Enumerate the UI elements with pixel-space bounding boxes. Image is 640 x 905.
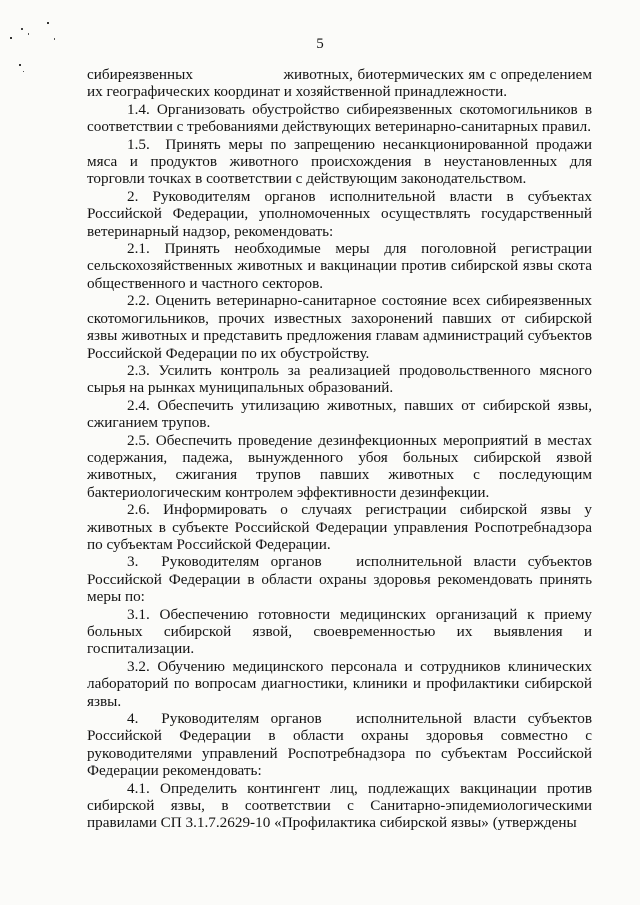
paragraph-p5: 2.2. Оценить ветеринарно-санитарное состояние всех сибиреязвенных скотомогильников, прочих известных захоронений павших от сибирской язвы животных и представить предложения главам администраций субъектов Российской Федерации по их обустройству. bbox=[87, 292, 596, 362]
paragraph-p8: 2.5. Обеспечить проведение дезинфекционных мероприятий в местах содержания, падежа, вынужденного убоя больных сибирской язвой животных, сжигания трупов павших животных с последующим бактериологическим контролем эффективности дезинфекции. bbox=[87, 431, 596, 501]
paragraph-p14: 4.1. Определить контингент лиц, подлежащих вакцинации против сибирской язвы, в соответствии с Санитарно-эпидемиологическими правилами СП 3.1.7.2629-10 «Профилактика сибирской язвы» (утверждены bbox=[87, 779, 596, 832]
paragraph-p3: 2. Руководителям органов исполнительной власти в субъектах Российской Федерации, уполномоченных осуществлять государственный ветеринарный надзор, рекомендовать: bbox=[87, 187, 596, 240]
paragraph-p6: 2.3. Усилить контроль за реализацией продовольственного мясного сырья на рынках муниципальных образований. bbox=[87, 361, 596, 397]
page-number: 5 bbox=[316, 36, 324, 52]
document-body bbox=[87, 66, 596, 832]
paragraph-p4: 2.1. Принять необходимые меры для поголовной регистрации сельскохозяйственных животных и вакцинации против сибирской язвы скота общественного и частного секторов. bbox=[87, 240, 596, 292]
paragraph-p13: 4. Руководителям органов исполнительной власти субъектов Российской Федерации в области охраны здоровья совместно с руководителями управлений Роспотребнадзора по субъектам Российской Федерации рекомендовать: bbox=[87, 710, 596, 780]
paragraph-p0: сибиреязвенных животных, биотермических ям с определением их географических координат и хозяйственной принадлежности. bbox=[87, 66, 596, 101]
paragraph-p2: 1.5. Принять меры по запрещению несанкционированной продажи мяса и продуктов животного происхождения в неустановленных для торговли точках в соответствии с действующим законодательством. bbox=[87, 135, 596, 188]
paragraph-p11: 3.1. Обеспечению готовности медицинских организаций к приему больных сибирской язвой, своевременностью их выявления и госпитализации. bbox=[87, 605, 596, 658]
paragraph-p10: 3. Руководителям органов исполнительной власти субъектов Российской Федерации в области охраны здоровья рекомендовать принять меры по: bbox=[87, 553, 596, 606]
paragraph-p12: 3.2. Обучению медицинского персонала и сотрудников клинических лабораторий по вопросам диагностики, клиники и профилактики сибирской язвы. bbox=[87, 657, 596, 710]
paragraph-p1: 1.4. Организовать обустройство сибиреязвенных скотомогильников в соответствии с требованиями действующих ветеринарно-санитарных правил. bbox=[87, 100, 596, 136]
paragraph-p9: 2.6. Информировать о случаях регистрации сибирской язвы у животных в субъекте Российской Федерации управления Роспотребнадзора по субъектам Российской Федерации. bbox=[87, 501, 596, 553]
paragraph-p7: 2.4. Обеспечить утилизацию животных, павших от сибирской язвы, сжиганием трупов. bbox=[87, 396, 596, 432]
